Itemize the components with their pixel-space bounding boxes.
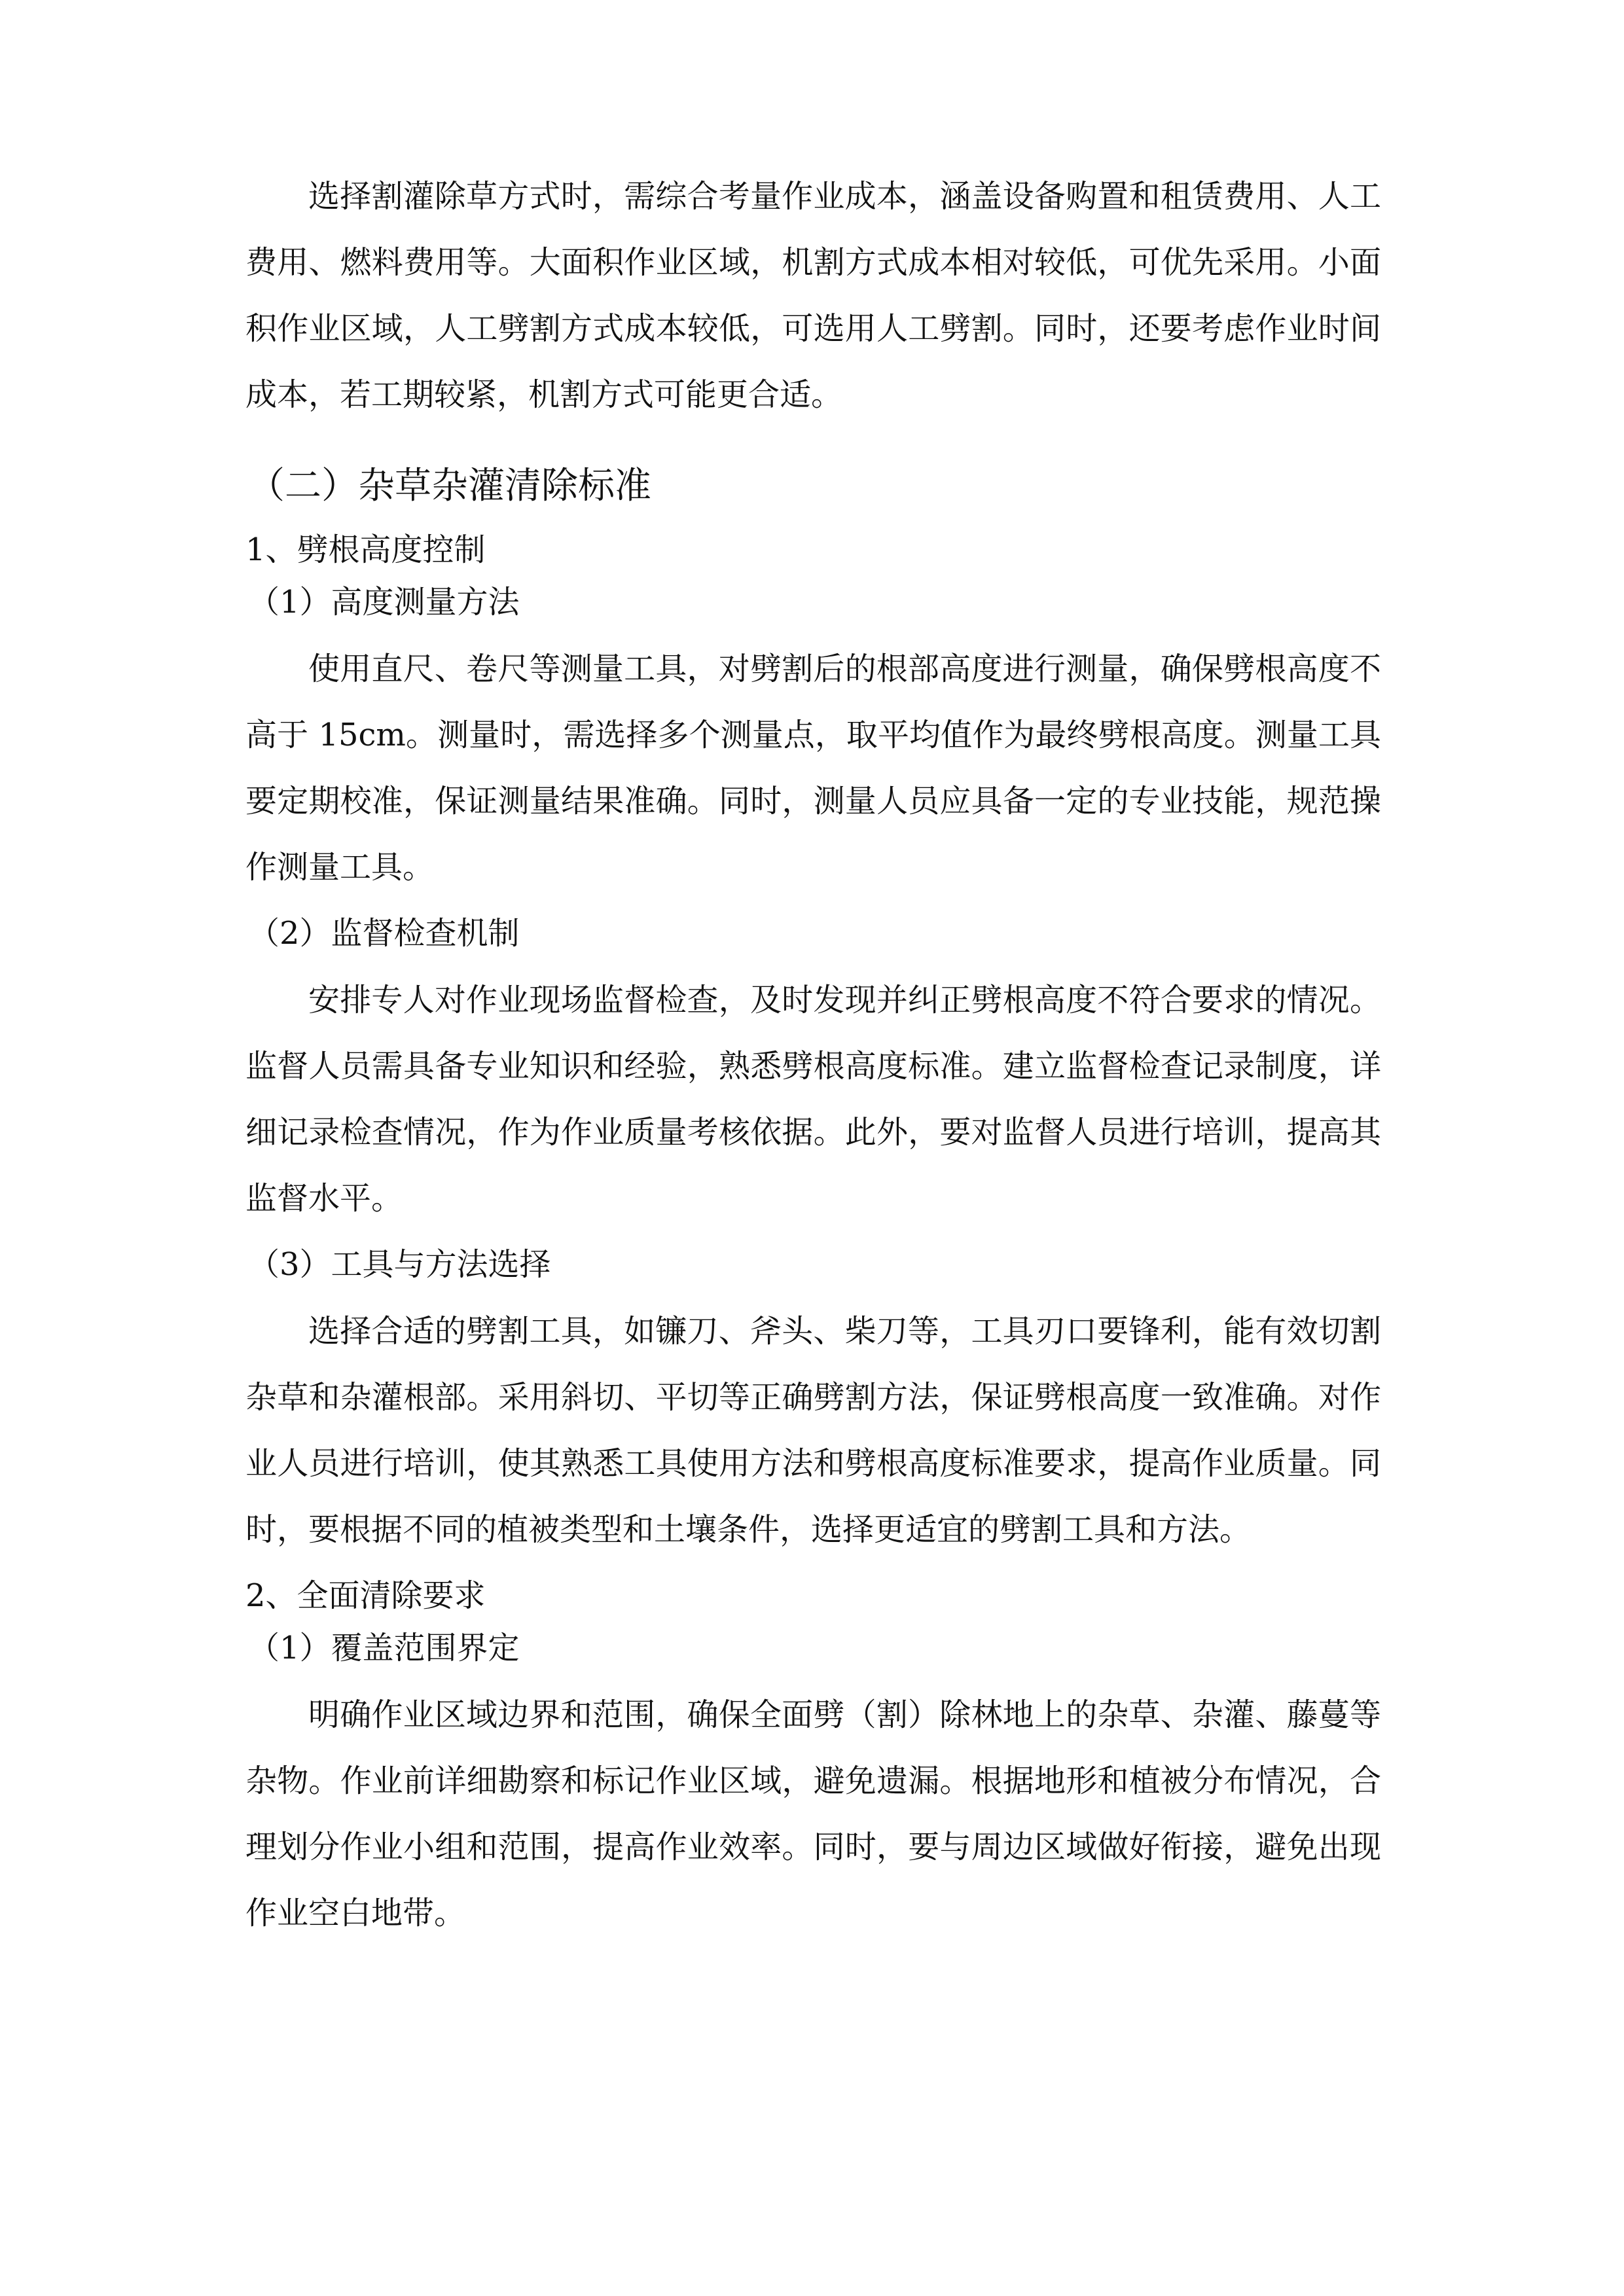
subitem-heading-supervision: （2）监督检查机制 xyxy=(248,915,520,952)
paragraph-cost-considerations: 选择割灌除草方式时，需综合考量作业成本，涵盖设备购置和租赁费用、人工费用、燃料费用等。大面积作业区域，机割方式成本相对较低，可优先采用。小面积作业区域，人工劈割方式成本较低，可选用人工劈割。同时，还要考虑作业时间成本，若工期较紧，机割方式可能更合适。 xyxy=(245,178,1381,413)
document-page xyxy=(245,164,1381,1946)
item-heading-full-clearing: 2、全面清除要求 xyxy=(245,1577,486,1614)
section-heading-weed-clearing-standards: （二）杂草杂灌清除标准 xyxy=(248,465,651,507)
subitem-heading-tools-methods: （3）工具与方法选择 xyxy=(248,1246,551,1283)
item-heading-root-height-control: 1、劈根高度控制 xyxy=(245,531,486,568)
paragraph-height-measurement: 使用直尺、卷尺等测量工具，对劈割后的根部高度进行测量，确保劈根高度不高于 15cm。测量时，需选择多个测量点，取平均值作为最终劈根高度。测量工具要定期校准，保证测量结果准确。同时，测量人员应具备一定的专业技能，规范操作测量工具。 xyxy=(245,651,1381,886)
paragraph-coverage-scope: 明确作业区域边界和范围，确保全面劈（割）除林地上的杂草、杂灌、藤蔓等杂物。作业前详细勘察和标记作业区域，避免遗漏。根据地形和植被分布情况，合理划分作业小组和范围，提高作业效率。同时，要与周边区域做好衔接，避免出现作业空白地带。 xyxy=(245,1696,1381,1931)
subitem-heading-coverage-scope: （1）覆盖范围界定 xyxy=(248,1630,520,1666)
paragraph-tools-methods: 选择合适的劈割工具，如镰刀、斧头、柴刀等，工具刃口要锋利，能有效切割杂草和杂灌根部。采用斜切、平切等正确劈割方法，保证劈根高度一致准确。对作业人员进行培训，使其熟悉工具使用方法和劈根高度标准要求，提高作业质量。同时，要根据不同的植被类型和土壤条件，选择更适宜的劈割工具和方法。 xyxy=(245,1313,1381,1548)
subitem-heading-height-measurement: （1）高度测量方法 xyxy=(248,584,520,620)
paragraph-supervision: 安排专人对作业现场监督检查，及时发现并纠正劈根高度不符合要求的情况。监督人员需具备专业知识和经验，熟悉劈根高度标准。建立监督检查记录制度，详细记录检查情况，作为作业质量考核依据。此外，要对监督人员进行培训，提高其监督水平。 xyxy=(245,982,1381,1217)
